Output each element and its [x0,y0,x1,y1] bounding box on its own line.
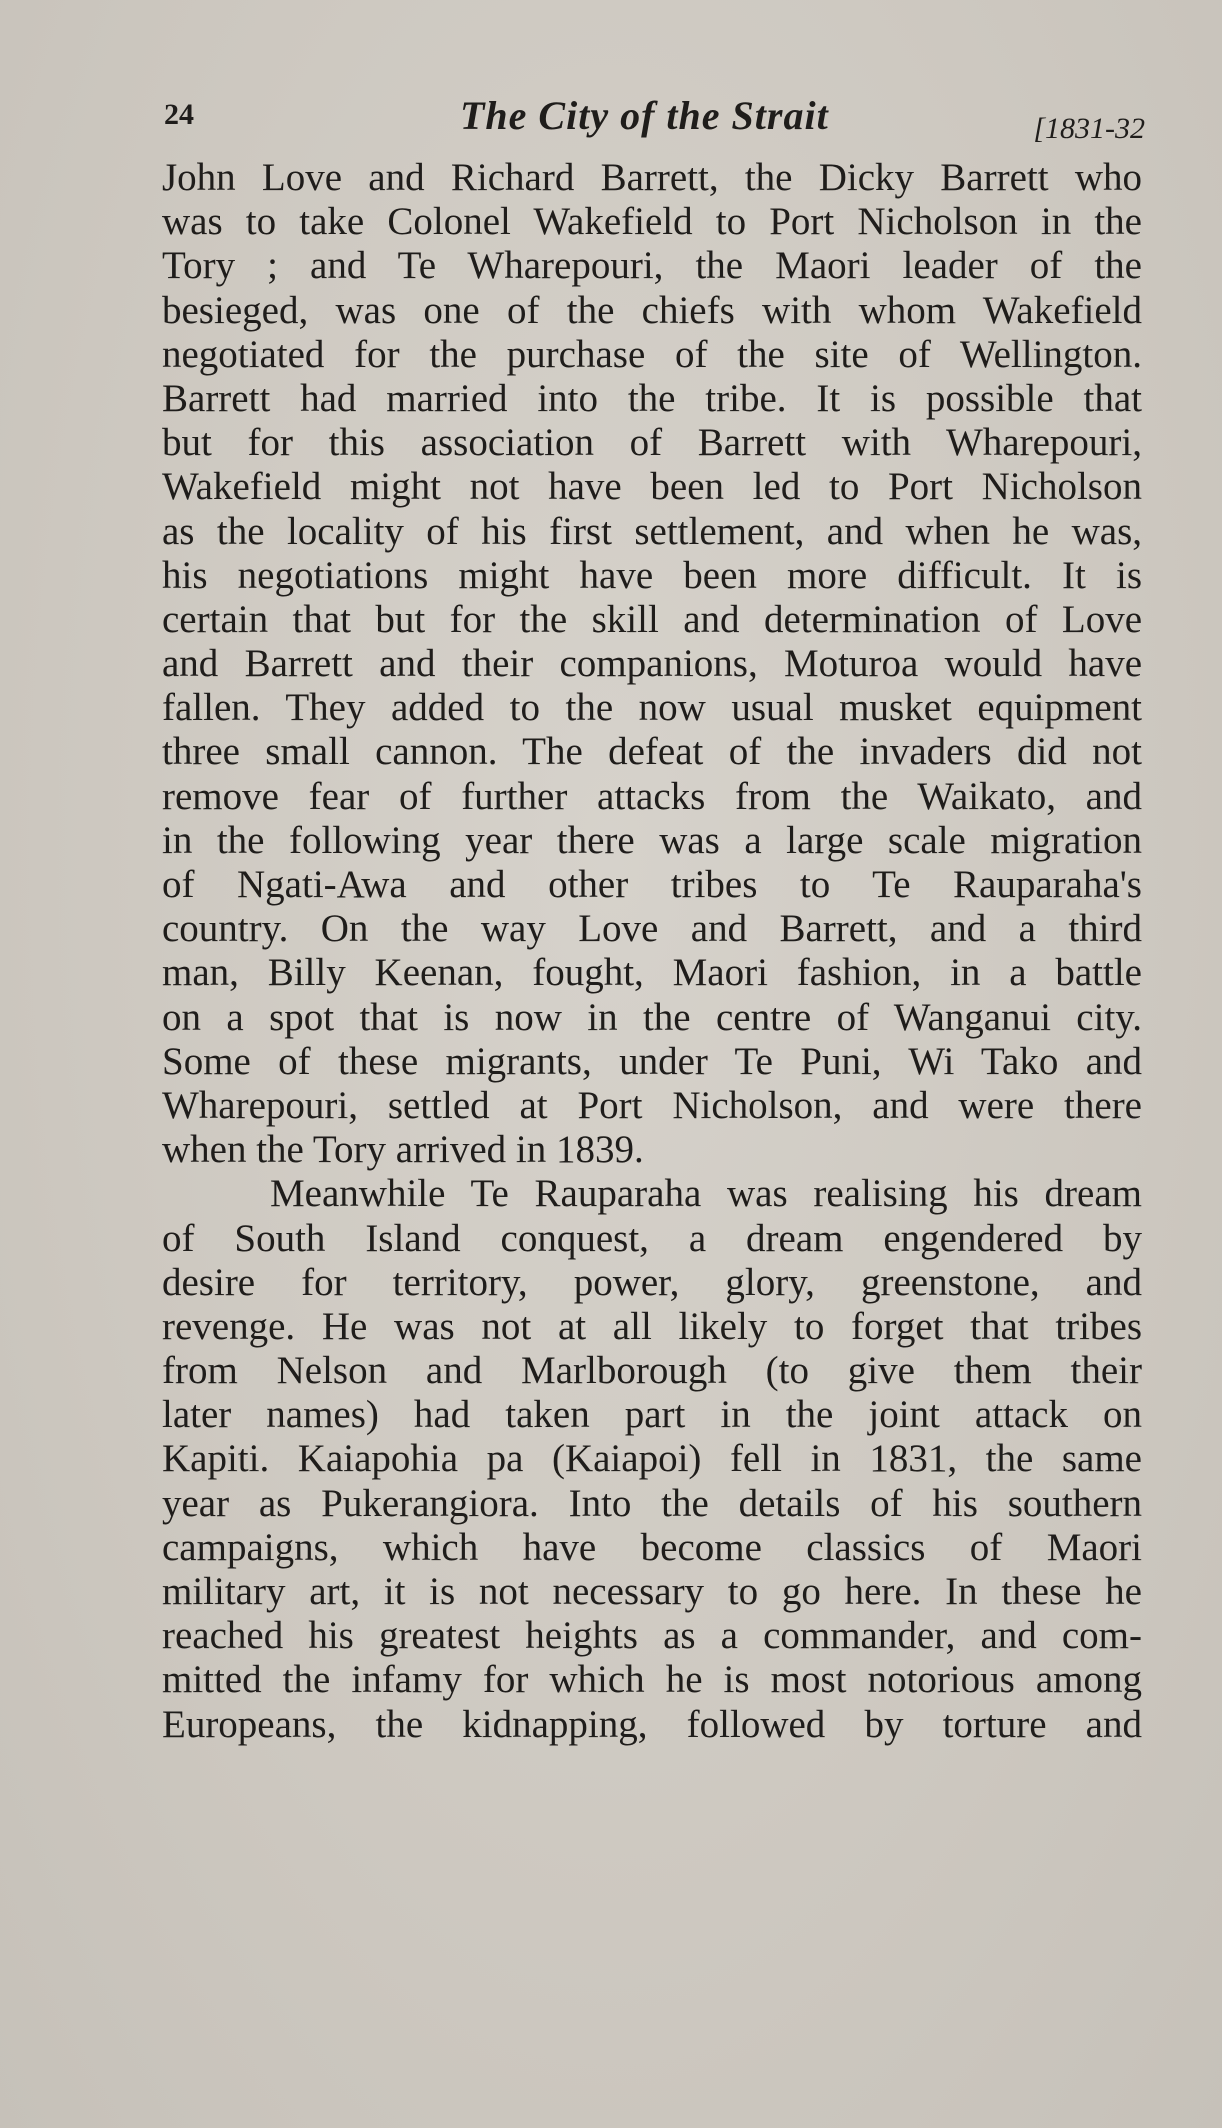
text-line: year as Pukerangiora. Into the details of his southern [162,1481,1142,1525]
text-line: man, Billy Keenan, fought, Maori fashion, in a battle [162,951,1142,995]
paragraph-1 [162,156,1142,1172]
text-line: Meanwhile Te Rauparaha was realising his dream [270,1172,1142,1216]
text-line: desire for territory, power, glory, greenstone, and [162,1260,1142,1304]
text-line: mitted the infamy for which he is most notorious among [162,1658,1142,1702]
text-line: in the following year there was a large scale migration [162,818,1142,862]
text-line: from Nelson and Marlborough (to give them their [162,1349,1142,1393]
text-line: three small cannon. The defeat of the invaders did not [162,730,1142,774]
text-line: Wharepouri, settled at Port Nicholson, and were there [162,1083,1142,1127]
text-line: certain that but for the skill and determination of Love [162,597,1142,641]
text-line: but for this association of Barrett with Wharepouri, [162,421,1142,465]
text-line: Kapiti. Kaiapohia pa (Kaiapoi) fell in 1831, the same [162,1437,1142,1481]
text-line: besieged, was one of the chiefs with whom Wakefield [162,288,1142,332]
text-line: Wakefield might not have been led to Port Nicholson [162,465,1142,509]
text-line: his negotiations might have been more difficult. It is [162,553,1142,597]
text-line: reached his greatest heights as a commander, and com- [162,1614,1142,1658]
date-range: [1831-32 [1033,112,1145,145]
running-title: The City of the Strait [460,93,829,138]
text-line: of Ngati-Awa and other tribes to Te Rauparaha's [162,863,1142,906]
text-line: Barrett had married into the tribe. It is possible that [162,376,1142,420]
text-line: campaigns, which have become classics of Maori [162,1525,1142,1569]
text-line: remove fear of further attacks from the Waikato, and [162,774,1142,818]
text-line: fallen. They added to the now usual musket equipment [162,686,1142,730]
text-line: negotiated for the purchase of the site of Wellington. [162,332,1142,376]
text-line: revenge. He was not at all likely to forget that tribes [162,1304,1142,1348]
text-line: John Love and Richard Barrett, the Dicky Barrett who [162,156,1142,199]
text-line: when the Tory arrived in 1839. [162,1128,644,1172]
text-line: Some of these migrants, under Te Puni, Wi Tako and [162,1039,1142,1083]
text-line: country. On the way Love and Barrett, and a third [162,907,1142,951]
text-line: Tory ; and Te Wharepouri, the Maori leader of the [162,244,1142,288]
text-line: of South Island conquest, a dream engendered by [162,1216,1142,1260]
text-line: and Barrett and their companions, Moturoa would have [162,642,1142,686]
paragraph-2 [162,1172,1142,1746]
text-line: later names) had taken part in the joint attack on [162,1393,1142,1437]
text-line: was to take Colonel Wakefield to Port Nicholson in the [162,200,1142,244]
page-header [160,92,1145,152]
page-number: 24 [164,98,194,131]
text-line: as the locality of his first settlement, and when he was, [162,509,1142,553]
text-line: military art, it is not necessary to go here. In these he [162,1570,1142,1613]
text-line: on a spot that is now in the centre of Wanganui city. [162,995,1142,1039]
text-line: Europeans, the kidnapping, followed by torture and [162,1702,1142,1746]
body-text [162,156,1142,1747]
